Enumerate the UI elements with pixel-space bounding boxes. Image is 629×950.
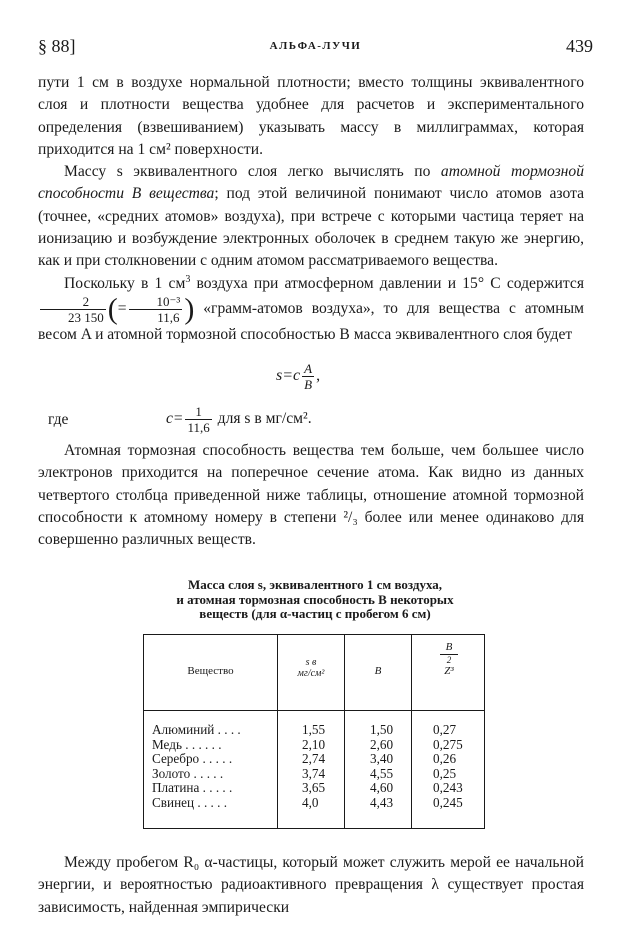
paragraph-4: Атомная тормозная способность вещества тем больше, чем большее число электронов приходится на поперечное сечение атома. Как видно из данных четвертого столбца приведенной ниже таблицы, отношение атомной тормозной способности к атомному номеру в степени ²/₃ более или менее одинаково для совершенно различных веществ.: [38, 442, 584, 549]
table-row: Свинец . . . . . 4,0 4,43 0,245: [152, 794, 463, 810]
header-b: B: [374, 665, 382, 677]
running-head: [38, 36, 593, 60]
data-table: [143, 634, 485, 829]
table-row: Серебро . . . . . 2,74 3,40 0,26: [152, 751, 457, 767]
page-number: 439: [566, 36, 593, 56]
section-number: § 88]: [38, 36, 76, 56]
body-text-top: [38, 72, 584, 346]
fraction-2-over-23150: $\frac{2}{23 150}$: [40, 295, 106, 324]
table-row: Золото . . . . . 3,74 4,55 0,25: [152, 765, 457, 781]
body-text-bottom: [38, 852, 584, 919]
book-page: § 88] АЛЬФА-ЛУЧИ 439 пути 1 см в воздухе нормальной плотности; вместо толщины эквивалентного слоя и плотности вещества удобнее для расчетов и экспериментального определения (взвешиванием) указывать массу в миллиграммах, которая приходится на 1 см² поверхности. Массу s эквивалентного слоя легко вычислять по атомной тормозной способности B вещества; под этой величиной понимают число атомов азота (точнее, «средних атомов» воздуха), при встрече с которыми частица теряет на ионизацию и возбуждение электронных оболочек в среднем такую же энергию, как и при столкновении с одним атомом рассматриваемого вещества. Поскольку в 1 $см^3$ воздуха при атмосферном давлении и 15° С содержится $\frac{2}{23 150}$ (= $\frac{\text{10⁻³}}{11,6}$ ) «грамм-атомов воздуха», то для вещества с атомным весом A и атомной тормозной способностью B масса эквивалентного слоя будет s=c $\frac{A}{B}$ , где c= $\frac{1}{11,6}$ для s в мг/см². Атомная тормозная способность вещества тем больше, чем большее число электронов приходится на поперечное сечение атома. Как видно из данных четвертого столбца приведенной ниже таблицы, отношение атомной тормозной способности к атомному номеру в степени ²/₃ более или менее одинаково для совершенно различных веществ. Масса слоя s, эквивалентного 1 см воздуха, и атомная тормозная способность B некоторых веществ (для α-частиц с пробегом 6 см) Вещество s в мг/см² B B 2 Z³ Алюминий . . . . 1,55 1,50 0,27 Медь . . . . . . 2,10 2,60 0,275 Серебро . . . . . 2,74 3,40 0,26 Золото . . . . . 3,74 4,55 0,25 Платина . . . . . 3,65 4,60 0,243 Свинец . . . . . 4,0 4,43 0,245 Между пробегом R₀ α-частицы, который может служить мерой ее начальной энергии, и вероятностью радиоактивного превращения λ существует простая зависимость, найденная эмпирически: [0, 0, 629, 950]
header-s: s в мг/см²: [297, 657, 325, 679]
fraction-inner: $\frac{\text{10⁻³}}{11,6}$: [129, 295, 183, 324]
header-substance: Вещество: [187, 665, 234, 677]
table-row: Алюминий . . . . 1,55 1,50 0,27: [152, 722, 457, 737]
table-caption: Масса слоя s, эквивалентного 1 см воздуха, и атомная тормозная способность B некоторых веществ (для α-частиц с пробегом 6 см): [176, 577, 454, 621]
table-rows: [144, 723, 484, 811]
paragraph-2: Массу s эквивалентного слоя легко вычислять по атомной тормозной способности B вещества; под этой величиной понимают число атомов азота (точнее, «средних атомов» воздуха), при встрече с которыми частица теряет на ионизацию и возбуждение электронных оболочек в среднем такую же энергию, как и при столкновении с одним атомом рассматриваемого вещества.: [38, 163, 584, 270]
table-row: Медь . . . . . . 2,10 2,60 0,275: [152, 736, 463, 752]
header-b-over-z: B 2 Z³: [412, 641, 486, 677]
table-row: Платина . . . . . 3,65 4,60 0,243: [152, 780, 463, 796]
formula-s: s=c $\frac{A}{B}$ ,: [276, 361, 321, 392]
paragraph-1: пути 1 см в воздухе нормальной плотности; вместо толщины эквивалентного слоя и плотности вещества удобнее для расчетов и экспериментального определения (взвешиванием) указывать массу в миллиграммах, которая приходится на 1 см² поверхности.: [38, 74, 584, 158]
body-text-middle: [38, 440, 584, 551]
paragraph-5: Между пробегом R₀ α-частицы, который может служить мерой ее начальной энергии, и вероятностью радиоактивного превращения λ существует простая зависимость, найденная эмпирически: [38, 854, 584, 916]
chapter-title: АЛЬФА-ЛУЧИ: [269, 40, 362, 52]
paragraph-3: Поскольку в 1 $см^3$ воздуха при атмосферном давлении и 15° С содержится $\frac{2}{23 150}$ (= $\frac{\text{10⁻³}}{11,6}$ ) «грамм-атомов воздуха», то для вещества с атомным весом A и атомной тормозной способностью B масса эквивалентного слоя будет: [38, 273, 584, 343]
